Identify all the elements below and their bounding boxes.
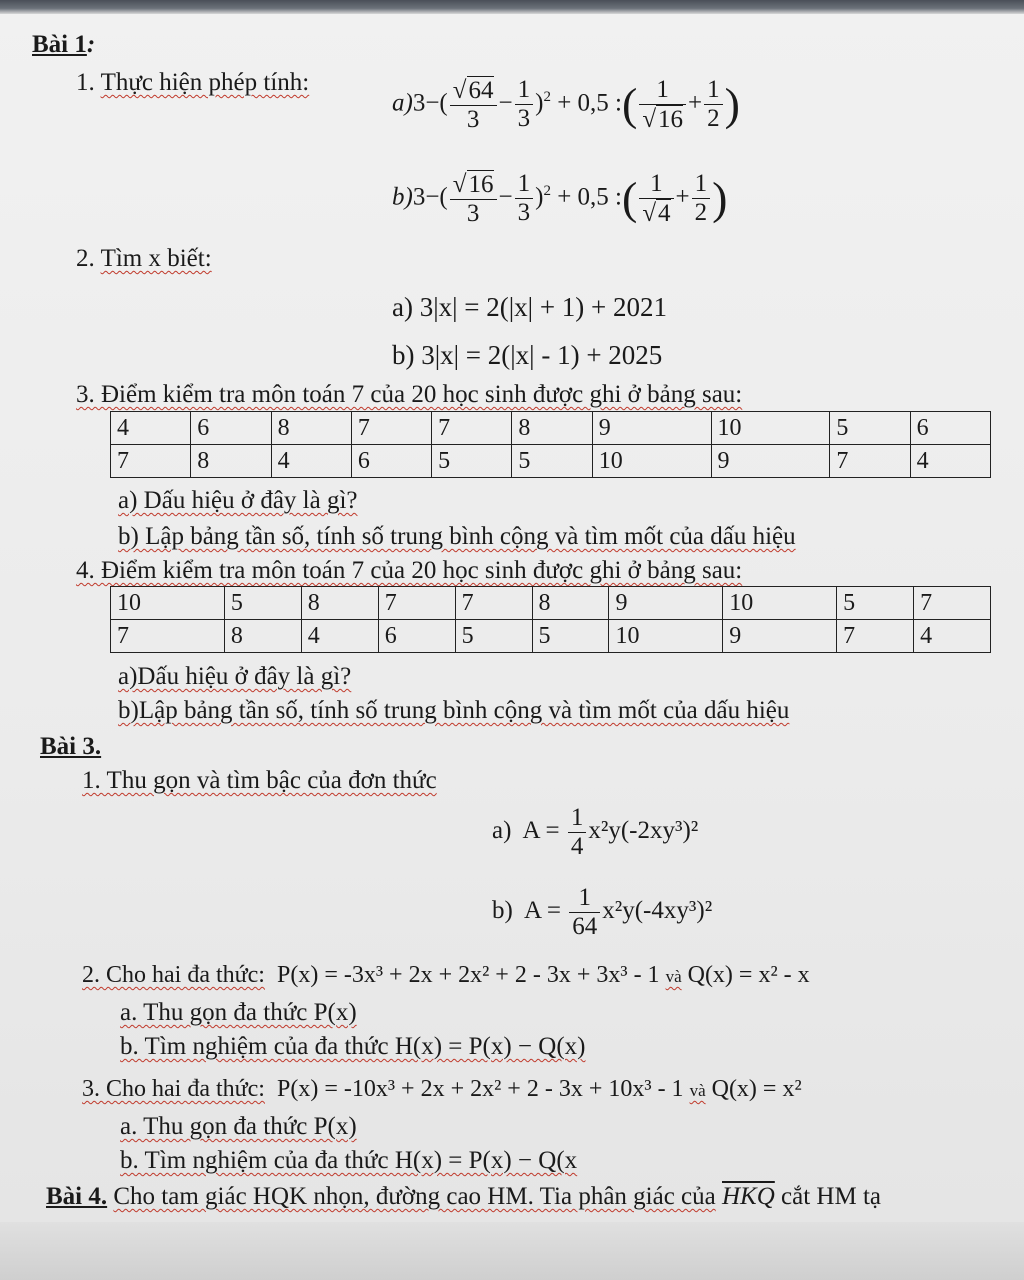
table-cell: 7 bbox=[111, 445, 191, 478]
bai1-q4-text: 4. Điểm kiểm tra môn toán 7 của 20 học sinh được ghi ở bảng sau: bbox=[76, 557, 743, 584]
bai3-q3-line: 3. Cho hai đa thức: P(x) = -10x³ + 2x + 2x² + 2 - 3x + 10x³ - 1 và Q(x) = x² bbox=[82, 1076, 802, 1102]
table-cell: 9 bbox=[723, 620, 837, 653]
table-cell: 7 bbox=[432, 412, 512, 445]
table-cell: 6 bbox=[191, 412, 271, 445]
table-cell: 4 bbox=[271, 445, 351, 478]
table-cell: 10 bbox=[592, 445, 711, 478]
table-cell: 9 bbox=[711, 445, 830, 478]
table-row bbox=[111, 620, 991, 653]
bai1-q4-b: b)Lập bảng tần số, tính số trung bình cộng và tìm mốt của dấu hiệu bbox=[118, 697, 790, 724]
bai3-q2-line: 2. Cho hai đa thức: P(x) = -3x³ + 2x + 2x² + 2 - 3x + 3x³ - 1 và Q(x) = x² - x bbox=[82, 962, 810, 988]
table-cell: 5 bbox=[455, 620, 532, 653]
table-cell: 7 bbox=[837, 620, 914, 653]
table-cell: 7 bbox=[830, 445, 910, 478]
bai1-heading: Bài 1: bbox=[32, 31, 96, 58]
table-cell: 7 bbox=[378, 587, 455, 620]
table-cell: 7 bbox=[455, 587, 532, 620]
table-cell: 4 bbox=[910, 445, 990, 478]
bai1-q1-label: 1. Thực hiện phép tính: bbox=[76, 69, 310, 96]
bai4-line: Bài 4. Cho tam giác HQK nhọn, đường cao HM. Tia phân giác của $\overline{HKQ}$ cắt HM tạ bbox=[46, 1183, 882, 1210]
bai3-q1-text: 1. Thu gọn và tìm bậc của đơn thức bbox=[82, 767, 437, 794]
table-cell: 5 bbox=[532, 620, 609, 653]
table-cell: 5 bbox=[837, 587, 914, 620]
bai1-title: Bài 1 bbox=[32, 31, 87, 58]
table-cell: 5 bbox=[830, 412, 910, 445]
table-cell: 4 bbox=[301, 620, 378, 653]
bai1-q2-b: b) 3|x| = 2(|x| - 1) + 2025 bbox=[392, 340, 663, 370]
bai3-q3-b: b. Tìm nghiệm của đa thức H(x) = P(x) − Q(x bbox=[120, 1147, 578, 1174]
table-cell: 8 bbox=[271, 412, 351, 445]
table-cell: 5 bbox=[432, 445, 512, 478]
table-cell: 8 bbox=[224, 620, 301, 653]
bai1-q3-b: b) Lập bảng tần số, tính số trung bình cộng và tìm mốt của dấu hiệu bbox=[118, 523, 796, 550]
bai1-q3-a: a) Dấu hiệu ở đây là gì? bbox=[118, 487, 358, 514]
table-row bbox=[111, 445, 991, 478]
table-row bbox=[111, 587, 991, 620]
bai3-q2-a: a. Thu gọn đa thức P(x) bbox=[120, 999, 357, 1026]
bai1-q3-text: 3. Điểm kiểm tra môn toán 7 của 20 học sinh được ghi ở bảng sau: bbox=[76, 381, 743, 408]
table-cell: 6 bbox=[351, 445, 431, 478]
table-cell: 9 bbox=[609, 587, 723, 620]
bai4-title: Bài 4. bbox=[46, 1183, 108, 1210]
table-cell: 8 bbox=[191, 445, 271, 478]
bai3-q2-b: b. Tìm nghiệm của đa thức H(x) = P(x) − Q(x) bbox=[120, 1033, 586, 1060]
table-cell: 8 bbox=[512, 412, 592, 445]
bai3-q1-a: a) A = $\frac{1}{4}$ x²y(-2xy³)² bbox=[492, 803, 699, 860]
bai3-title: Bài 3. bbox=[40, 733, 102, 760]
table-cell: 8 bbox=[301, 587, 378, 620]
bai3-q3-a: a. Thu gọn đa thức P(x) bbox=[120, 1113, 357, 1140]
table-cell: 10 bbox=[723, 587, 837, 620]
bai1-formula-b: b)3−( $\frac{√16}{3}$ − $\frac{1}{3}$ )$^2$ + 0,5 :( $\frac{1}{√4}$ + $\frac{1}{2}$ ) bbox=[392, 169, 728, 227]
table-cell: 7 bbox=[351, 412, 431, 445]
table-row bbox=[111, 412, 991, 445]
table-cell: 9 bbox=[592, 412, 711, 445]
bai1-q2-a: a) 3|x| = 2(|x| + 1) + 2021 bbox=[392, 292, 668, 322]
table-cell: 6 bbox=[910, 412, 990, 445]
table-cell: 4 bbox=[111, 412, 191, 445]
bai1-q4-a: a)Dấu hiệu ở đây là gì? bbox=[118, 663, 352, 690]
table-cell: 8 bbox=[532, 587, 609, 620]
table-cell: 10 bbox=[609, 620, 723, 653]
table-cell: 6 bbox=[378, 620, 455, 653]
cut-off-bottom-edge bbox=[0, 1222, 1024, 1280]
bai1-q2-label: 2. Tìm x biết: bbox=[76, 245, 212, 272]
table-cell: 10 bbox=[711, 412, 830, 445]
bai3-q1-b: b) A = $\frac{1}{64}$ x²y(-4xy³)² bbox=[492, 883, 713, 940]
table-cell: 5 bbox=[512, 445, 592, 478]
score-table-q3 bbox=[110, 411, 991, 478]
table-cell: 5 bbox=[224, 587, 301, 620]
table-cell: 4 bbox=[914, 620, 991, 653]
monitor-bezel bbox=[0, 0, 1024, 14]
score-table-q4 bbox=[110, 586, 991, 653]
table-cell: 10 bbox=[111, 587, 225, 620]
table-cell: 7 bbox=[111, 620, 225, 653]
bai1-formula-a: a)3−( $\frac{√64}{3}$ − $\frac{1}{3}$ )$^2$ + 0,5 :( $\frac{1}{√16}$ + $\frac{1}{2}$ ) bbox=[392, 75, 740, 133]
table-cell: 7 bbox=[914, 587, 991, 620]
